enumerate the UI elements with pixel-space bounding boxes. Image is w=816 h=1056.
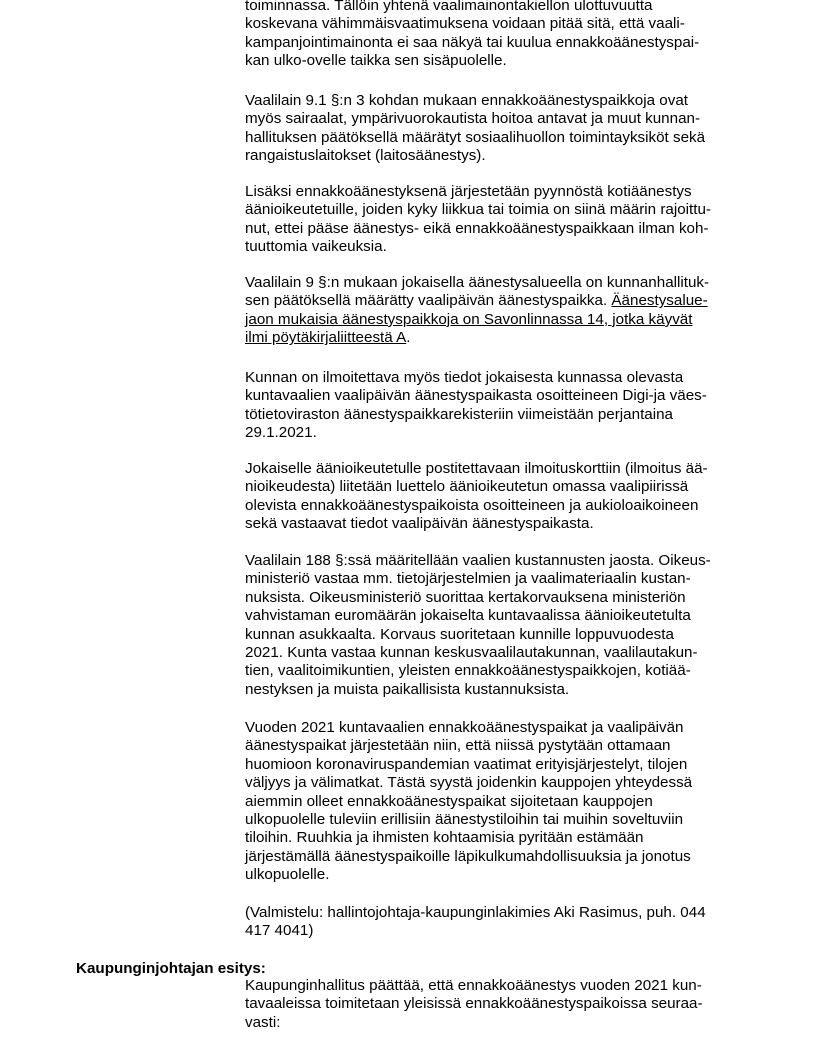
text-line: [245, 329, 745, 347]
paragraph-covid-arrangements: [245, 719, 745, 885]
text-line: tuuttomia vaikeuksia.: [245, 238, 387, 256]
text-line: järjestämällä äänestyspaikoille läpikulkumahdollisuuksia ja jonotus: [245, 847, 691, 865]
text-line: olevista ennakkoäänestyspaikoista osoitteineen ja aukioloaikoineen: [245, 496, 699, 514]
text-line: 2021. Kunta vastaa kunnan keskusvaalilautakunnan, vaalilautakun-: [245, 643, 698, 661]
paragraph-polling-station-register: [245, 369, 745, 443]
text-line: Jokaiselle äänioikeutetulle postitettavaan ilmoituskorttiin (ilmoitus ää-: [245, 460, 708, 477]
text-line: 417 4041): [245, 922, 314, 940]
paragraph-election-costs: [245, 552, 745, 699]
paragraph-preparer: [245, 904, 745, 941]
underlined-text: Äänestysalue-: [611, 292, 708, 310]
text-line: Vaalilain 9 §:n mukaan jokaisella äänestysalueella on kunnanhallituk-: [245, 274, 710, 291]
text-line: Lisäksi ennakkoäänestyksenä järjestetään pyynnöstä kotiäänestys: [245, 183, 692, 200]
paragraph-campaign-advertising: [245, 0, 745, 71]
text-line: Vaalilain 9.1 §:n 3 kohdan mukaan ennakkoäänestyspaikkoja ovat: [245, 92, 688, 109]
text-line: kuntavaalien vaalipäivän äänestyspaikasta osoitteineen Digi-ja väes-: [245, 387, 707, 405]
paragraph-proposal: [245, 977, 745, 1032]
paragraph-home-voting: [245, 183, 745, 257]
text-line: nioikeudesta) liitetään luettelo äänioikeutetun omassa vaalipiirissä: [245, 478, 689, 496]
text-line: nuksista. Oikeusministeriö suorittaa kertakorvauksena ministeriön: [245, 588, 686, 606]
attachment-a-reference: ilmi pöytäkirjaliitteestä A: [245, 329, 407, 347]
text-line: ulkopuolelle tuleviin erillisiin äänestystiloihin tai muihin soveltuviin: [245, 810, 684, 828]
text-line: tiloihin. Ruuhkia ja ihmisten kohtaamisia pyritään estämään: [245, 829, 644, 847]
text-line: väljyys ja välimatkat. Tästä syystä joidenkin kauppojen yhteydessä: [245, 774, 693, 792]
text-line: kampanjointimainonta ei saa näkyä tai kuulua ennakkoäänestyspai-: [245, 33, 700, 51]
text-line: Kaupunginhallitus päättää, että ennakkoäänestys vuoden 2021 kun-: [245, 977, 702, 994]
underlined-text-line: jaon mukaisia äänestyspaikkoja on Savonlinnassa 14, jotka käyvät: [245, 310, 693, 328]
text-line: äänestyspaikat järjestetään niin, että niissä pystytään ottamaan: [245, 737, 671, 755]
text-line: toiminnassa. Tällöin yhtenä vaalimainontakiellon ulottuvuutta: [245, 0, 653, 14]
text-line: ministeriö vastaa mm. tietojärjestelmien ja vaalimateriaalin kustan-: [245, 570, 691, 588]
paragraph-institutional-voting: [245, 92, 745, 166]
text-line: aiemmin olleet ennakkoäänestyspaikat sijoitetaan kauppojen: [245, 792, 653, 810]
text-line: (Valmistelu: hallintojohtaja-kaupunginlakimies Aki Rasimus, puh. 044: [245, 904, 706, 921]
text-line: nestyksen ja muista paikallisista kustannuksista.: [245, 680, 570, 698]
text-segment: sen päätöksellä määrätty vaalipäivän äänestyspaikka.: [245, 292, 608, 310]
text-line: tien, vaalitoimikuntien, yleisten ennakkoäänestyspaikkojen, kotiää-: [245, 662, 691, 680]
text-line: vasti:: [245, 1013, 281, 1031]
paragraph-election-day-polling-stations: [245, 274, 745, 348]
text-line: kunnan asukkaalta. Korvaus suoritetaan kunnille loppuvuodesta: [245, 625, 674, 643]
text-line: Vaalilain 188 §:ssä määritellään vaalien kustannusten jaosta. Oikeus-: [245, 552, 711, 569]
section-heading-mayor-proposal: Kaupunginjohtajan esitys:: [76, 960, 266, 977]
paragraph-notification-card: [245, 460, 745, 534]
text-line: huomioon koronaviruspandemian vaatimat erityisjärjestelyt, tilojen: [245, 755, 688, 773]
text-line: rangaistuslaitokset (laitosäänestys).: [245, 147, 486, 165]
text-line: kan ulko-ovelle taikka sen sisäpuolelle.: [245, 52, 507, 70]
text-line: myös sairaalat, ympärivuorokautista hoitoa antavat ja muut kunnan-: [245, 110, 701, 128]
text-line: [245, 292, 745, 310]
text-line: vahvistaman euromäärän jokaiselta kuntavaalissa äänioikeutetulta: [245, 607, 691, 625]
text-line: Kunnan on ilmoitettava myös tiedot jokaisesta kunnassa olevasta: [245, 369, 684, 386]
text-line: hallituksen päätöksellä määrätyt sosiaalihuollon toimintayksiköt sekä: [245, 128, 706, 146]
text-line: sekä vastaavat tiedot vaalipäivän äänestyspaikasta.: [245, 515, 594, 533]
text-line: 29.1.2021.: [245, 424, 317, 442]
text-line: äänioikeutetuille, joiden kyky liikkua tai toimia on siinä määrin rajoittu-: [245, 201, 711, 219]
text-line: koskevana vähimmäisvaatimuksena voidaan pitää sitä, että vaali-: [245, 15, 685, 33]
text-line: nut, ettei pääse äänestys- eikä ennakkoäänestyspaikkaan ilman koh-: [245, 219, 709, 237]
text-segment: .: [406, 329, 411, 347]
text-line: Vuoden 2021 kuntavaalien ennakkoäänestyspaikat ja vaalipäivän: [245, 719, 684, 736]
text-line: ulkopuolelle.: [245, 866, 330, 884]
text-line: tavaaleissa toimitetaan yleisissä ennakkoäänestyspaikoissa seuraa-: [245, 995, 703, 1013]
text-line: tötietoviraston äänestyspaikkarekisteriin viimeistään perjantaina: [245, 405, 674, 423]
